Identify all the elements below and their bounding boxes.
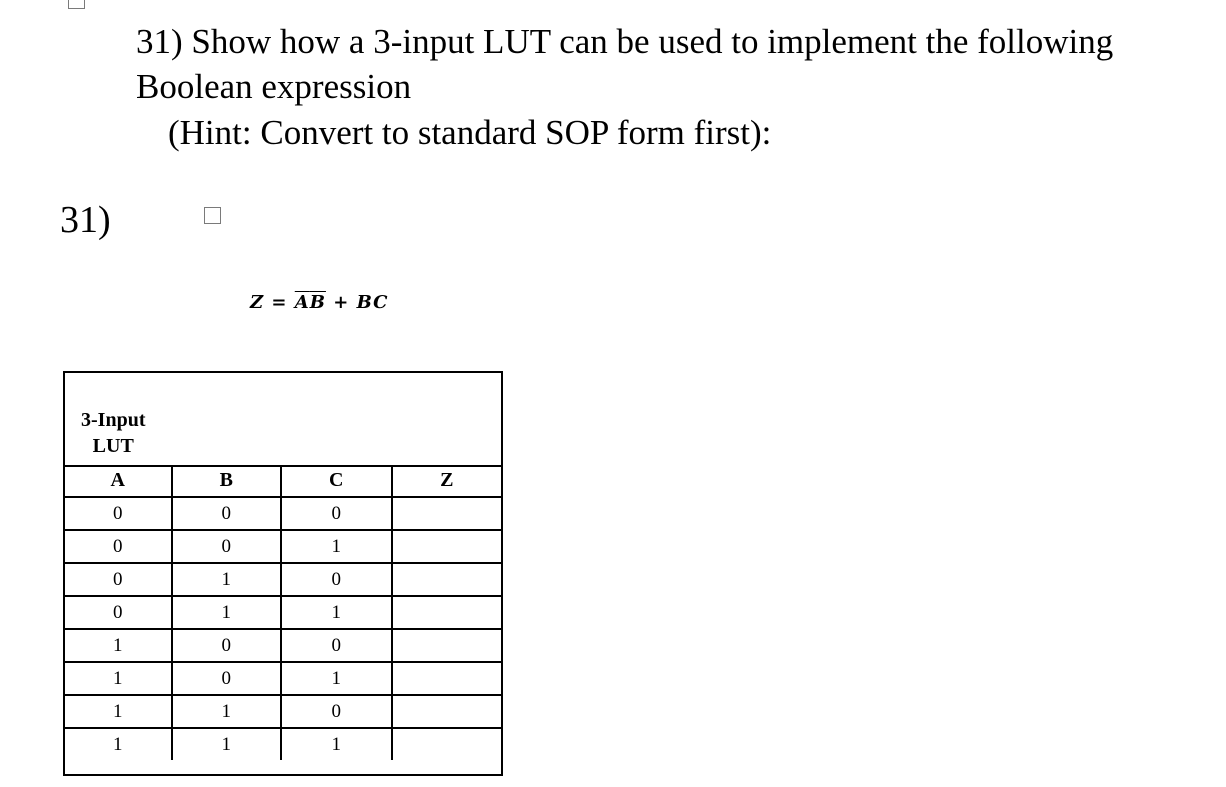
cell-a: 1 bbox=[65, 629, 172, 662]
boolean-expression bbox=[250, 292, 388, 313]
table-row bbox=[65, 728, 501, 760]
question-line-2: Boolean expression bbox=[136, 67, 412, 106]
equation-a-bar: $\overline{A}$ bbox=[294, 292, 310, 313]
cell-z[interactable] bbox=[392, 530, 502, 563]
cell-b: 0 bbox=[172, 497, 281, 530]
cell-b: 1 bbox=[172, 728, 281, 760]
lut-label-line1: 3-Input bbox=[81, 409, 146, 431]
cell-a: 0 bbox=[65, 530, 172, 563]
cell-a: 0 bbox=[65, 563, 172, 596]
cell-a: 1 bbox=[65, 662, 172, 695]
table-row bbox=[65, 596, 501, 629]
cell-c: 1 bbox=[281, 596, 391, 629]
cell-b: 0 bbox=[172, 662, 281, 695]
lut-header bbox=[65, 373, 501, 467]
equation-plus: + bbox=[325, 292, 357, 313]
cell-b: 1 bbox=[172, 695, 281, 728]
cell-z[interactable] bbox=[392, 563, 502, 596]
table-row bbox=[65, 530, 501, 563]
table-row bbox=[65, 629, 501, 662]
cell-c: 1 bbox=[281, 728, 391, 760]
equation-b-bar: $\overline{B}$ bbox=[309, 292, 326, 313]
table-row bbox=[65, 662, 501, 695]
table-row bbox=[65, 563, 501, 596]
lut-label-line2: LUT bbox=[92, 435, 134, 457]
cell-z[interactable] bbox=[392, 596, 502, 629]
answer-number-label: 31) bbox=[60, 199, 111, 241]
cell-b: 0 bbox=[172, 530, 281, 563]
cell-b: 1 bbox=[172, 596, 281, 629]
question-title: 31) Show how a 3-input LUT can be used to implement the following bbox=[136, 22, 1114, 61]
cell-a: 1 bbox=[65, 728, 172, 760]
table-row bbox=[65, 695, 501, 728]
cell-z[interactable] bbox=[392, 497, 502, 530]
cell-c: 1 bbox=[281, 530, 391, 563]
cell-b: 1 bbox=[172, 563, 281, 596]
truth-table bbox=[65, 465, 501, 760]
column-header-b: B bbox=[172, 465, 281, 497]
cell-z[interactable] bbox=[392, 728, 502, 760]
cell-c: 1 bbox=[281, 662, 391, 695]
cell-c: 0 bbox=[281, 563, 391, 596]
question-hint: (Hint: Convert to standard SOP form first): bbox=[168, 113, 772, 152]
cell-c: 0 bbox=[281, 695, 391, 728]
cell-a: 0 bbox=[65, 497, 172, 530]
cell-z[interactable] bbox=[392, 662, 502, 695]
lut-table bbox=[63, 371, 503, 776]
cell-c: 0 bbox=[281, 497, 391, 530]
truth-table-header-row bbox=[65, 465, 501, 497]
cell-z[interactable] bbox=[392, 695, 502, 728]
table-row bbox=[65, 497, 501, 530]
answer-checkbox[interactable] bbox=[204, 207, 221, 224]
cell-c: 0 bbox=[281, 629, 391, 662]
equation-lhs: Z = bbox=[250, 292, 295, 313]
cell-z[interactable] bbox=[392, 629, 502, 662]
lut-label bbox=[81, 407, 145, 459]
cell-a: 1 bbox=[65, 695, 172, 728]
column-header-a: A bbox=[65, 465, 172, 497]
equation-term2: BC bbox=[356, 292, 389, 313]
cell-a: 0 bbox=[65, 596, 172, 629]
column-header-z: Z bbox=[392, 465, 502, 497]
cell-b: 0 bbox=[172, 629, 281, 662]
column-header-c: C bbox=[281, 465, 391, 497]
top-answer-checkbox[interactable] bbox=[68, 0, 85, 9]
